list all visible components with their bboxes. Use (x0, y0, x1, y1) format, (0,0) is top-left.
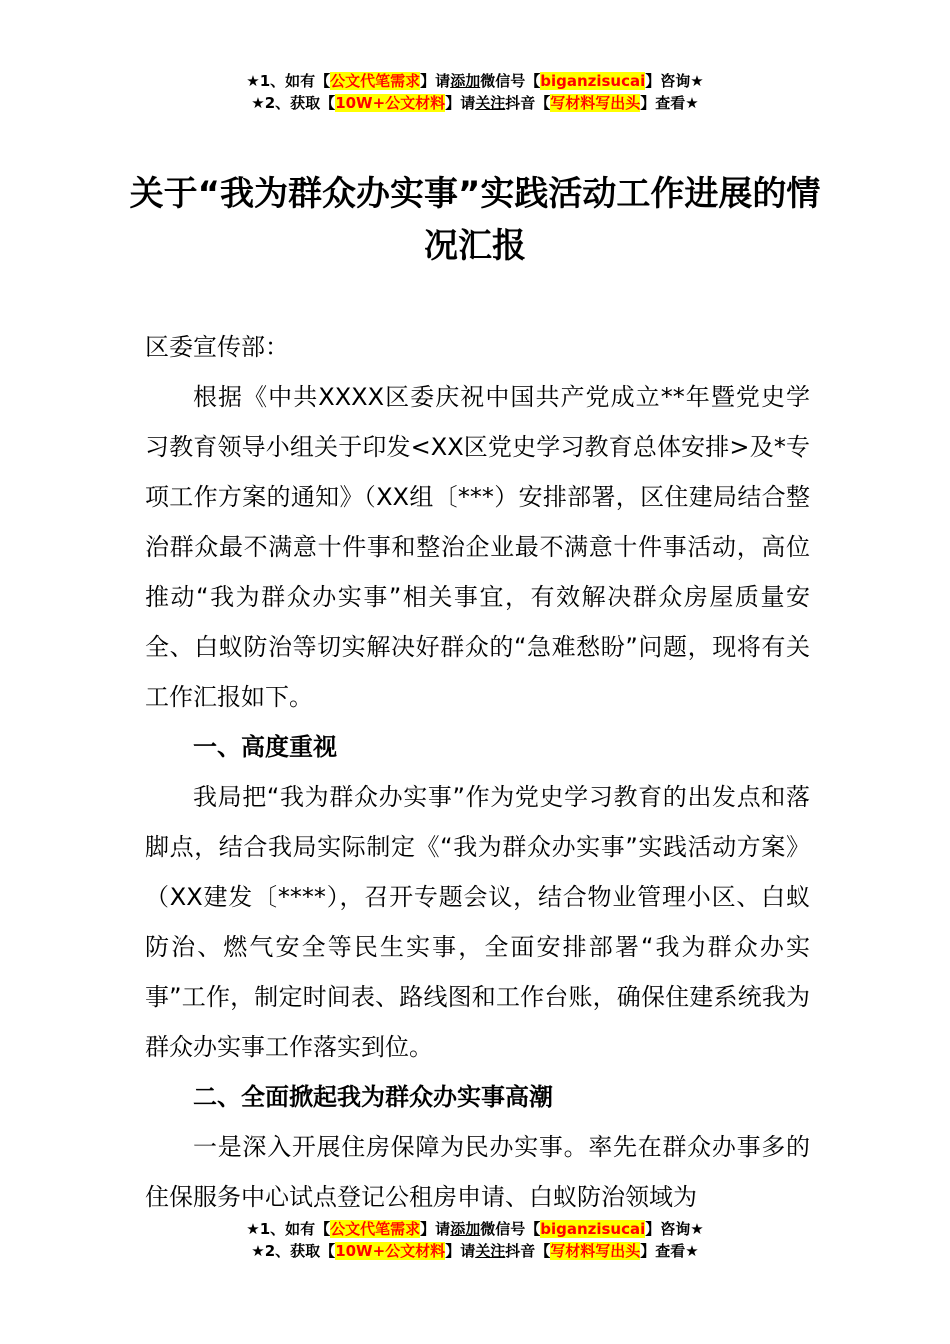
highlight-wechat-id: biganzisucai (540, 72, 646, 90)
document-title: 关于“我为群众办实事”实践活动工作进展的情况汇报 (129, 174, 821, 266)
section-heading-2: 二、全面掀起我为群众办实事高潮 (193, 1083, 553, 1111)
section-heading-1: 一、高度重视 (193, 733, 337, 761)
top-promo-banner (0, 70, 950, 114)
paragraph-section-1: 我局把“我为群众办实事”作为党史学习教育的出发点和落脚点，结合我局实际制定《“我为群众办实事”实践活动方案》（XX建发〔****），召开专题会议，结合物业管理小区、白蚁防治、燃气安全等民生实事，全面安排部署“我为群众办实事”工作，制定时间表、路线图和工作台账，确保住建系统我为群众办实事工作落实到位。 (145, 783, 810, 1061)
highlight-materials: 10W+公文材料 (335, 94, 446, 112)
promo-line-1: ★1、如有【公文代笔需求】请添加微信号【biganzisucai】咨询★ (246, 1220, 704, 1238)
bottom-promo-banner (0, 1218, 950, 1262)
highlight-douyin-account: 写材料写出头 (550, 94, 641, 112)
paragraph-section-2: 一是深入开展住房保障为民办实事。率先在群众办事多的住保服务中心试点登记公租房申请、白蚁防治领域为 (145, 1133, 810, 1211)
promo-line-2: ★2、获取【10W+公文材料】请关注抖音【写材料写出头】查看★ (251, 94, 699, 112)
promo-line-2: ★2、获取【10W+公文材料】请关注抖音【写材料写出头】查看★ (251, 1242, 699, 1260)
promo-line-1: ★1、如有【公文代笔需求】请添加微信号【biganzisucai】咨询★ (246, 72, 704, 90)
highlight-materials: 10W+公文材料 (335, 1242, 446, 1260)
highlight-wechat-id: biganzisucai (540, 1220, 646, 1238)
document-body (145, 322, 810, 1222)
highlight-service: 公文代笔需求 (330, 1220, 421, 1238)
highlight-service: 公文代笔需求 (330, 72, 421, 90)
salutation: 区委宣传部： (145, 333, 289, 361)
paragraph-intro: 根据《中共XXXX区委庆祝中国共产党成立**年暨党史学习教育领导小组关于印发<XX区党史学习教育总体安排>及*专项工作方案的通知》（XX组〔***）安排部署，区住建局结合整治群众最不满意十件事和整治企业最不满意十件事活动，高位推动“我为群众办实事”相关事宜，有效解决群众房屋质量安全、白蚁防治等切实解决好群众的“急难愁盼”问题，现将有关工作汇报如下。 (145, 383, 810, 711)
highlight-douyin-account: 写材料写出头 (550, 1242, 641, 1260)
